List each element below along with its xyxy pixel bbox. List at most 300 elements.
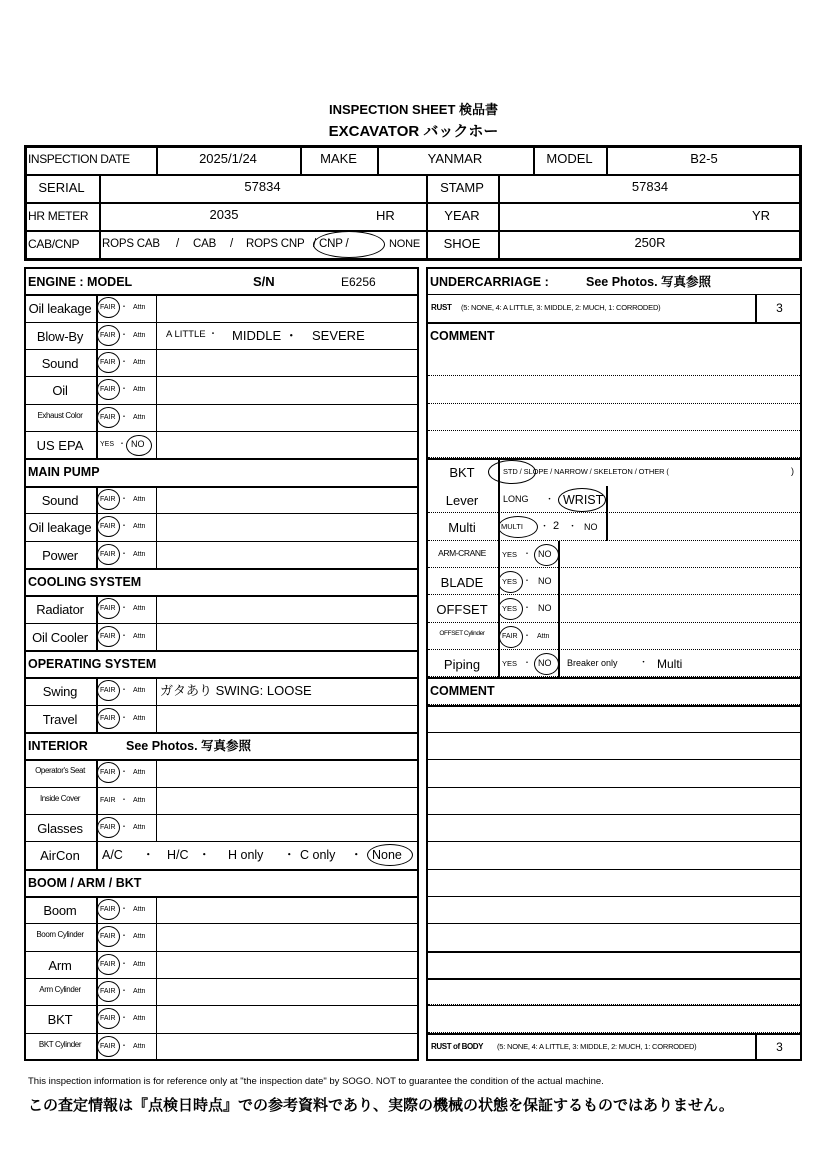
- no-option: NO: [538, 549, 552, 559]
- comment-line: [428, 1004, 800, 1005]
- no-selected-circle: [126, 435, 152, 456]
- no-option: NO: [538, 603, 552, 613]
- right-row-line: [426, 732, 802, 733]
- aircon-option: ・: [142, 848, 155, 862]
- disclaimer-japanese: この査定情報は『点検日時点』での参考資料であり、実際の機械の状態を保証するものではありません。: [28, 1097, 734, 1114]
- left-row-line: [24, 841, 419, 842]
- item-label: Sound: [41, 356, 79, 371]
- inspection-date-value: 2025/1/24: [199, 151, 257, 166]
- left-row-line: [24, 404, 419, 405]
- note-col-line: [156, 595, 157, 623]
- attn-option: Attn: [133, 605, 146, 612]
- right-row-line: [426, 841, 802, 842]
- attn-option: Attn: [133, 551, 146, 558]
- note-col-line: [156, 1005, 157, 1033]
- fair-option: FAIR: [100, 769, 116, 776]
- fair-selected-circle: [97, 407, 120, 428]
- note-col-line: [156, 705, 157, 732]
- left-row-line: [24, 595, 419, 597]
- operating-header: OPERATING SYSTEM: [28, 657, 157, 671]
- fair-selected-circle: [97, 680, 120, 701]
- spec-label: BLADE: [440, 575, 484, 590]
- serial-value: 57834: [244, 179, 281, 194]
- item-label: Swing: [42, 684, 78, 699]
- item-label: Arm: [48, 958, 72, 973]
- lever-wrist: WRIST: [563, 493, 604, 507]
- comment-line: [428, 567, 800, 568]
- fair-option: FAIR: [100, 414, 116, 421]
- stamp-value: 57834: [631, 179, 669, 194]
- left-row-line: [24, 705, 419, 706]
- left-row-line: [24, 322, 419, 323]
- fair-selected-circle: [97, 325, 120, 346]
- multi-col-line: [606, 513, 608, 541]
- fair-option: FAIR: [100, 386, 116, 393]
- cooling-header: COOLING SYSTEM: [28, 575, 142, 589]
- year-label: YEAR: [444, 208, 480, 223]
- note-col-line: [156, 623, 157, 650]
- sep: ・: [523, 549, 531, 558]
- spec-label: ARM-CRANE: [438, 548, 486, 558]
- machine-type-title: EXCAVATOR バックホー: [328, 123, 499, 140]
- rust-body-label: RUST of BODY: [431, 1042, 484, 1051]
- stamp-label: STAMP: [440, 180, 484, 195]
- aircon-option: H/C: [167, 848, 189, 862]
- fair-option: FAIR: [100, 605, 116, 612]
- spec-label: Lever: [445, 493, 479, 508]
- no-selected-circle: [534, 544, 559, 566]
- sep: ・: [568, 521, 578, 531]
- note-col-line: [156, 404, 157, 431]
- attn-option: Attn: [133, 1043, 146, 1050]
- attn-option: Attn: [133, 715, 146, 722]
- multi-option: NO: [584, 522, 598, 532]
- left-bottom-border: [24, 1059, 419, 1061]
- bkt-close: ): [791, 466, 794, 476]
- note-col-line: [156, 431, 157, 458]
- no-option: NO: [131, 439, 145, 449]
- left-row-line: [24, 376, 419, 377]
- sep: ・: [120, 384, 128, 393]
- right-row-line: [426, 787, 802, 788]
- undercarriage-header: UNDERCARRIAGE :: [430, 275, 549, 289]
- spec-col-line: [498, 486, 500, 513]
- engine-header: ENGINE : MODEL: [28, 275, 133, 289]
- model-value: B2-5: [690, 151, 718, 166]
- attn-option: Attn: [133, 633, 146, 640]
- bkt-selected-circle: [488, 460, 536, 484]
- comment2-label: COMMENT: [430, 684, 495, 698]
- sn-value: E6256: [341, 275, 376, 289]
- fair-option: FAIR: [100, 523, 116, 530]
- yes-selected-circle: [498, 571, 523, 593]
- left-row-line: [24, 896, 419, 898]
- rust-body-value: 3: [776, 1040, 783, 1054]
- left-right-border: [417, 267, 419, 1061]
- aircon-option: A/C: [102, 848, 123, 862]
- info-table-top-border: [24, 145, 802, 148]
- fair-selected-circle: [97, 708, 120, 729]
- aircon-option: ・: [198, 848, 211, 862]
- comment-line: [428, 430, 800, 431]
- left-row-line: [24, 869, 419, 871]
- spec-label: Multi: [448, 520, 476, 535]
- note-col-line: [156, 896, 157, 923]
- left-row-line: [24, 923, 419, 924]
- sep: ・: [120, 631, 128, 640]
- item-label: Boom Cylinder: [36, 930, 84, 939]
- aircon-label: AirCon: [40, 848, 80, 863]
- sep: ・: [120, 904, 128, 913]
- left-row-line: [24, 349, 419, 350]
- bkt-top-line: [426, 458, 802, 460]
- rating-col-line: [96, 787, 98, 814]
- cab-option: /: [176, 238, 179, 250]
- comment-line: [428, 594, 800, 595]
- yn-col-line: [558, 568, 560, 595]
- fair-option: FAIR: [100, 496, 116, 503]
- interior-header: INTERIOR: [28, 739, 88, 753]
- cab-option: /: [230, 238, 233, 250]
- hr-meter-value: 2035: [209, 207, 239, 222]
- fair-selected-circle: [97, 489, 120, 510]
- comment2-top-line: [426, 677, 802, 679]
- fair-option: FAIR: [100, 687, 116, 694]
- item-label: Travel: [42, 712, 78, 727]
- aircon-option: ・: [283, 848, 296, 862]
- sep: ・: [120, 931, 128, 940]
- fair-option: FAIR: [100, 906, 116, 913]
- left-row-line: [24, 541, 419, 542]
- left-row-line: [24, 787, 419, 788]
- item-label: Glasses: [37, 821, 83, 836]
- sep: ・: [120, 986, 128, 995]
- fair-selected-circle: [97, 1036, 120, 1057]
- attn-option: Attn: [133, 933, 146, 940]
- yn-col-line: [558, 623, 560, 650]
- info-table-row-line: [24, 230, 802, 232]
- fair-selected-circle: [97, 817, 120, 838]
- sep: ・: [120, 959, 128, 968]
- interior-note: See Photos. 写真参照: [126, 739, 252, 753]
- item-label: Radiator: [36, 602, 84, 617]
- attn-option: Attn: [133, 797, 146, 804]
- right-row-line: [426, 705, 802, 707]
- fair-option: FAIR: [100, 933, 116, 940]
- sn-label: S/N: [253, 274, 275, 289]
- sep: ・: [120, 795, 128, 804]
- sep: ・: [120, 357, 128, 366]
- left-row-line: [24, 1033, 419, 1034]
- right-right-border: [800, 267, 802, 1061]
- fair-selected-circle: [97, 379, 120, 400]
- cab-option: NONE: [389, 238, 420, 250]
- right-row-line: [426, 294, 802, 295]
- note-col-line: [156, 486, 157, 513]
- aircon-selected-circle: [367, 844, 413, 866]
- fair-option: FAIR: [100, 824, 116, 831]
- fair-option: FAIR: [100, 633, 116, 640]
- yes-option: YES: [502, 604, 518, 613]
- fair-option: FAIR: [100, 1015, 116, 1022]
- left-top-border: [24, 267, 419, 269]
- sep: ・: [120, 494, 128, 503]
- cab-option: CAB: [193, 238, 217, 250]
- attn-option: Attn: [133, 1015, 146, 1022]
- attn-option: Attn: [133, 386, 146, 393]
- fair-option: FAIR: [100, 1043, 116, 1050]
- comment-line: [428, 403, 800, 404]
- blowby-option: MIDDLE ・: [232, 328, 298, 343]
- comment-line: [428, 512, 800, 513]
- item-label: Blow-By: [36, 329, 84, 344]
- info-table-row-line: [24, 202, 802, 204]
- left-row-line: [24, 294, 419, 296]
- sep: ・: [120, 302, 128, 311]
- sep: ・: [639, 657, 649, 667]
- fair-option: FAIR: [502, 633, 518, 640]
- year-unit: YR: [752, 208, 771, 223]
- rust-label: RUST: [431, 303, 452, 312]
- spec-label: OFFSET Cylinder: [439, 630, 485, 637]
- fair-selected-circle: [97, 1008, 120, 1029]
- spec-label: Piping: [443, 657, 481, 672]
- cab-option: ROPS CNP: [246, 238, 305, 250]
- right-row-line: [426, 322, 802, 324]
- attn-option: Attn: [133, 523, 146, 530]
- sep: ・: [120, 685, 128, 694]
- disclaimer-english: This inspection information is for reference only at "the inspection date" by SOGO. NOT to guarantee the condition of the actual machine.: [28, 1076, 604, 1087]
- sep: ・: [120, 713, 128, 722]
- fair-selected-circle: [499, 626, 523, 648]
- left-row-line: [24, 623, 419, 624]
- comment-line: [428, 622, 800, 623]
- right-row-line: [426, 951, 802, 953]
- fair-option: FAIR: [100, 332, 116, 339]
- item-label: Arm Cylinder: [39, 985, 81, 994]
- left-row-line: [24, 568, 419, 570]
- fair-selected-circle: [97, 981, 120, 1002]
- fair-option: FAIR: [100, 988, 116, 995]
- right-row-line: [426, 869, 802, 870]
- left-row-line: [24, 513, 419, 514]
- rust-body-top-line: [426, 1033, 802, 1035]
- rating-col-line: [96, 841, 98, 869]
- multi-option: 2: [553, 520, 560, 532]
- multi-option: MULTI: [501, 522, 523, 531]
- note-col-line: [156, 294, 157, 322]
- attn-option: Attn: [133, 824, 146, 831]
- note-col-line: [156, 1033, 157, 1060]
- info-table-bottom-border: [24, 258, 802, 261]
- fair-selected-circle: [97, 297, 120, 318]
- right-row-line: [426, 978, 802, 980]
- fair-selected-circle: [97, 899, 120, 920]
- boom-header: BOOM / ARM / BKT: [28, 876, 142, 890]
- attn-option: Attn: [537, 633, 550, 640]
- attn-option: Attn: [133, 304, 146, 311]
- sep: ・: [120, 1013, 128, 1022]
- left-row-line: [24, 978, 419, 979]
- sep: ・: [540, 521, 550, 531]
- fair-selected-circle: [97, 926, 120, 947]
- item-label: Oil leakage: [28, 520, 92, 535]
- attn-option: Attn: [133, 496, 146, 503]
- inspection-date-label: INSPECTION DATE: [28, 152, 130, 166]
- multi-selected-circle: [498, 516, 538, 538]
- note-col-line: [156, 759, 157, 787]
- fair-selected-circle: [97, 954, 120, 975]
- no-selected-circle: [534, 653, 559, 675]
- item-label: Inside Cover: [39, 794, 81, 803]
- fair-selected-circle: [97, 352, 120, 373]
- item-label: BKT: [47, 1012, 73, 1027]
- note-col-line: [156, 349, 157, 376]
- cab-label: CAB/CNP: [28, 237, 80, 251]
- note-col-line: [156, 541, 157, 568]
- right-bottom-border: [426, 1059, 802, 1061]
- sep: ・: [120, 521, 128, 530]
- hr-meter-label: HR METER: [28, 209, 89, 223]
- yes-option: YES: [100, 441, 115, 448]
- aircon-option: C only: [300, 848, 336, 862]
- left-row-line: [24, 677, 419, 679]
- left-row-line: [24, 431, 419, 432]
- lever-long: LONG: [503, 494, 529, 504]
- note-col-line: [156, 787, 157, 814]
- hr-unit: HR: [376, 208, 395, 223]
- lever-col-line: [606, 486, 608, 513]
- left-row-line: [24, 486, 419, 488]
- piping-extra: Breaker only: [567, 658, 618, 668]
- right-row-line: [426, 923, 802, 924]
- sep: ・: [120, 1041, 128, 1050]
- note-col-line: [156, 677, 157, 705]
- fair-selected-circle: [97, 762, 120, 783]
- no-option: NO: [538, 576, 552, 586]
- no-option: NO: [538, 658, 552, 668]
- spec-label: BKT: [449, 465, 475, 480]
- attn-option: Attn: [133, 414, 146, 421]
- spec-label: OFFSET: [436, 602, 488, 617]
- right-top-border: [426, 267, 802, 269]
- item-label: BKT Cylinder: [38, 1040, 82, 1049]
- yes-option: YES: [502, 550, 518, 559]
- spec-col-line: [498, 541, 500, 568]
- piping-extra: Multi: [657, 657, 683, 671]
- lever-selected-circle: [558, 488, 606, 512]
- sep: ・: [118, 439, 126, 448]
- item-label: Power: [42, 548, 78, 563]
- sep: ・: [120, 822, 128, 831]
- yes-option: YES: [502, 659, 518, 668]
- fair-option: FAIR: [100, 797, 116, 804]
- item-label: US EPA: [36, 438, 84, 453]
- fair-selected-circle: [97, 544, 120, 565]
- item-label: Operator's Seat: [35, 766, 85, 775]
- fair-option: FAIR: [100, 359, 116, 366]
- yes-selected-circle: [498, 598, 523, 620]
- cab-option: ROPS CAB: [102, 238, 160, 250]
- sep: ・: [523, 576, 531, 585]
- bkt-options: STD / SLOPE / NARROW / SKELETON / OTHER (: [503, 467, 669, 476]
- right-row-line: [426, 814, 802, 815]
- note-col-line: [156, 513, 157, 541]
- sep: ・: [120, 603, 128, 612]
- attn-option: Attn: [133, 769, 146, 776]
- left-row-line: [24, 650, 419, 652]
- yes-option: YES: [502, 577, 518, 586]
- sep: ・: [523, 603, 531, 612]
- comment-line: [428, 375, 800, 376]
- aircon-option: ・: [350, 848, 363, 862]
- fair-option: FAIR: [100, 715, 116, 722]
- attn-option: Attn: [133, 687, 146, 694]
- aircon-option: H only: [228, 848, 264, 862]
- left-row-line: [24, 1005, 419, 1006]
- cab-selected-circle: [313, 231, 385, 258]
- note-col-line: [156, 978, 157, 1005]
- fair-selected-circle: [97, 598, 120, 619]
- sep: ・: [120, 549, 128, 558]
- note-col-line: [156, 376, 157, 404]
- sep: ・: [523, 631, 531, 640]
- fair-option: FAIR: [100, 304, 116, 311]
- fair-selected-circle: [97, 626, 120, 647]
- shoe-label: SHOE: [443, 236, 481, 251]
- make-label: MAKE: [320, 151, 357, 166]
- item-label: Oil: [52, 383, 68, 398]
- rust-body-scale: (5: NONE, 4: A LITTLE, 3: MIDDLE, 2: MUCH, 1: CORRODED): [497, 1042, 697, 1051]
- item-note: ガタあり SWING: LOOSE: [160, 683, 312, 698]
- left-row-line: [24, 458, 419, 460]
- main-pump-header: MAIN PUMP: [28, 465, 100, 479]
- item-label: Sound: [41, 493, 79, 508]
- make-value: YANMAR: [427, 151, 483, 166]
- rating-col-line: [96, 431, 98, 458]
- sep: ・: [120, 330, 128, 339]
- left-row-line: [24, 814, 419, 815]
- left-row-line: [24, 732, 419, 734]
- attn-option: Attn: [133, 906, 146, 913]
- rust-scale: (5: NONE, 4: A LITTLE, 3: MIDDLE, 2: MUCH, 1: CORRODED): [461, 303, 661, 312]
- model-label: MODEL: [546, 151, 593, 166]
- yn-col-line: [558, 595, 560, 623]
- shoe-value: 250R: [634, 235, 666, 250]
- attn-option: Attn: [133, 961, 146, 968]
- left-row-line: [24, 951, 419, 952]
- blowby-option: A LITTLE ・: [166, 329, 218, 340]
- info-table-row-line: [24, 174, 802, 176]
- blowby-option: SEVERE: [312, 328, 365, 343]
- comment-label: COMMENT: [430, 329, 495, 343]
- attn-option: Attn: [133, 332, 146, 339]
- aircon-option: None: [372, 848, 402, 862]
- sep: ・: [523, 658, 531, 667]
- right-row-line: [426, 759, 802, 760]
- cab-option: / CNP /: [313, 238, 349, 250]
- note-col-line: [156, 923, 157, 951]
- item-label: Oil leakage: [28, 301, 92, 316]
- sep: ・: [120, 767, 128, 776]
- undercarriage-note: See Photos. 写真参照: [586, 275, 712, 289]
- spec-col-line: [498, 650, 500, 677]
- sheet-title: INSPECTION SHEET 検品書: [328, 102, 499, 117]
- serial-label: SERIAL: [38, 180, 85, 195]
- fair-option: FAIR: [100, 551, 116, 558]
- fair-option: FAIR: [100, 961, 116, 968]
- right-row-line: [426, 896, 802, 897]
